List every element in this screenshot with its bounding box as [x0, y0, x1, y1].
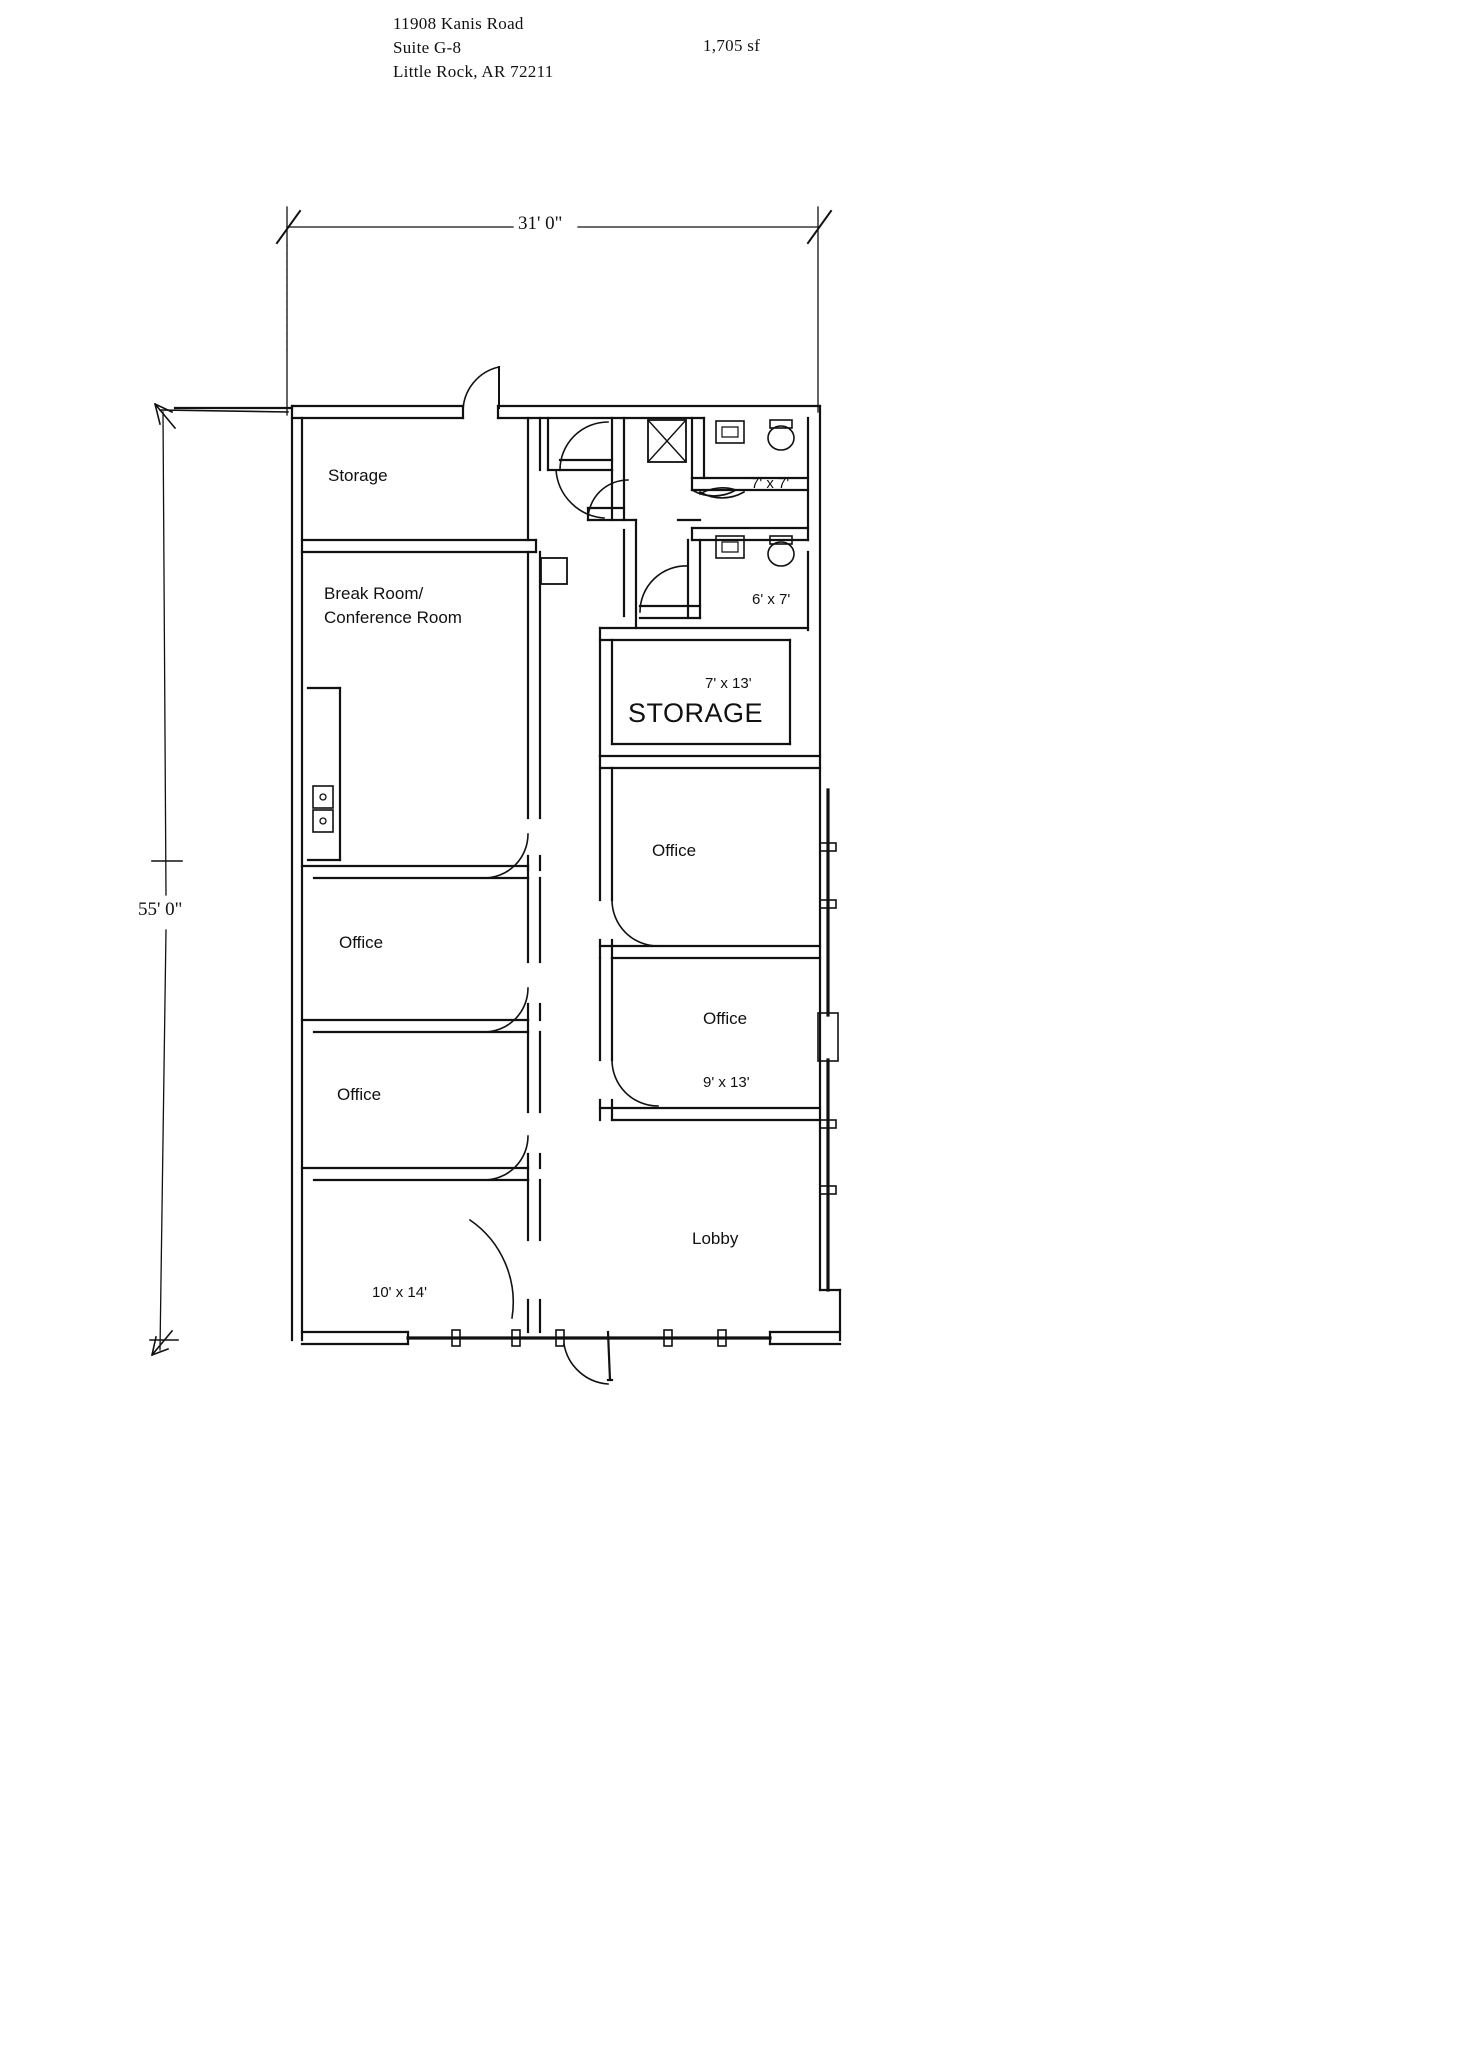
room-size-restroom-7x7: 7' x 7': [751, 475, 790, 492]
room-size-restroom-6x7: 6' x 7': [752, 591, 791, 608]
room-label-break-room-line1: Break Room/: [324, 584, 424, 603]
overall-width-dimension: 31' 0": [518, 213, 563, 234]
overall-depth-dimension: 55' 0": [138, 899, 183, 920]
room-size-office-mid-right: 9' x 13': [703, 1074, 750, 1091]
room-size-office-bottom-left: 10' x 14': [372, 1284, 427, 1301]
room-label-storage-7x13: STORAGE: [628, 698, 764, 728]
room-label-break-room-line2: Conference Room: [324, 608, 462, 627]
room-label-office-upper-left: Office: [339, 933, 384, 952]
room-label-office-lower-left: Office: [337, 1085, 382, 1104]
room-size-storage-7x13: 7' x 13': [705, 675, 752, 692]
room-label-lobby: Lobby: [692, 1229, 739, 1248]
address-line-3: Little Rock, AR 72211: [393, 62, 554, 81]
room-label-office-upper-right: Office: [652, 841, 697, 860]
room-label-office-mid-right: Office: [703, 1009, 748, 1028]
address-line-2: Suite G-8: [393, 38, 462, 57]
area-label: 1,705 sf: [703, 36, 761, 55]
room-label-storage-top: Storage: [328, 466, 388, 485]
address-line-1: 11908 Kanis Road: [393, 14, 524, 33]
